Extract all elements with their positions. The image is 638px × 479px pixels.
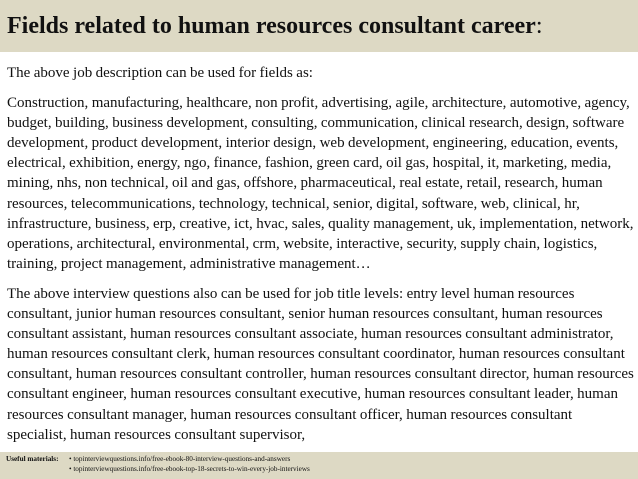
footer-row-2 <box>6 464 310 474</box>
footer-link[interactable]: • topinterviewquestions.info/free-ebook-80-interview-questions-and-answers <box>69 455 291 463</box>
page-title-colon: : <box>535 13 543 39</box>
footer-label <box>6 454 69 464</box>
page-title <box>7 11 543 41</box>
intro-text: The above job description can be used for fields as: <box>7 65 313 81</box>
footer <box>6 454 310 474</box>
slide-body <box>7 63 634 445</box>
title-bar <box>0 0 638 52</box>
footer-link[interactable]: • topinterviewquestions.info/free-ebook-top-18-secrets-to-win-every-job-interviews <box>69 465 310 473</box>
page-title-text: Fields related to human resources consultant career <box>7 13 536 39</box>
footer-label-text: Useful materials <box>6 455 57 463</box>
footer-label-colon: : <box>56 455 59 463</box>
job-levels-paragraph: The above interview questions also can be used for job title levels: entry level human resources consultant, junior human resources consultant, senior human resources consultant, human resources consultant assistant, human resources consultant associate, human resources consultant administrator, human resources consultant clerk, human resources consultant coordinator, human resources consultant consultant, human resources consultant controller, human resources consultant director, human resources consultant engineer, human resources consultant executive, human resources consultant leader, human resources consultant manager, human resources consultant officer, human resources consultant specialist, human resources consultant supervisor, <box>7 285 634 443</box>
footer-row-1 <box>6 454 310 464</box>
fields-paragraph: Construction, manufacturing, healthcare, non profit, advertising, agile, architecture, automotive, agency, budget, building, business development, consulting, communication, clinical research, design, software development, product development, interior design, web development, engineering, education, events, electrical, exhibition, energy, ngo, finance, fashion, green card, oil gas, hospital, it, marketing, media, mining, nhs, non technical, oil and gas, offshore, pharmaceutical, real estate, retail, research, human resources, telecommunications, technology, technical, senior, digital, software, web, clinical, hr, infrastructure, business, erp, creative, ict, hvac, sales, quality management, uk, implementation, network, operations, architectural, environmental, crm, website, interactive, security, supply chain, logistics, training, project management, administrative management… <box>7 95 634 272</box>
